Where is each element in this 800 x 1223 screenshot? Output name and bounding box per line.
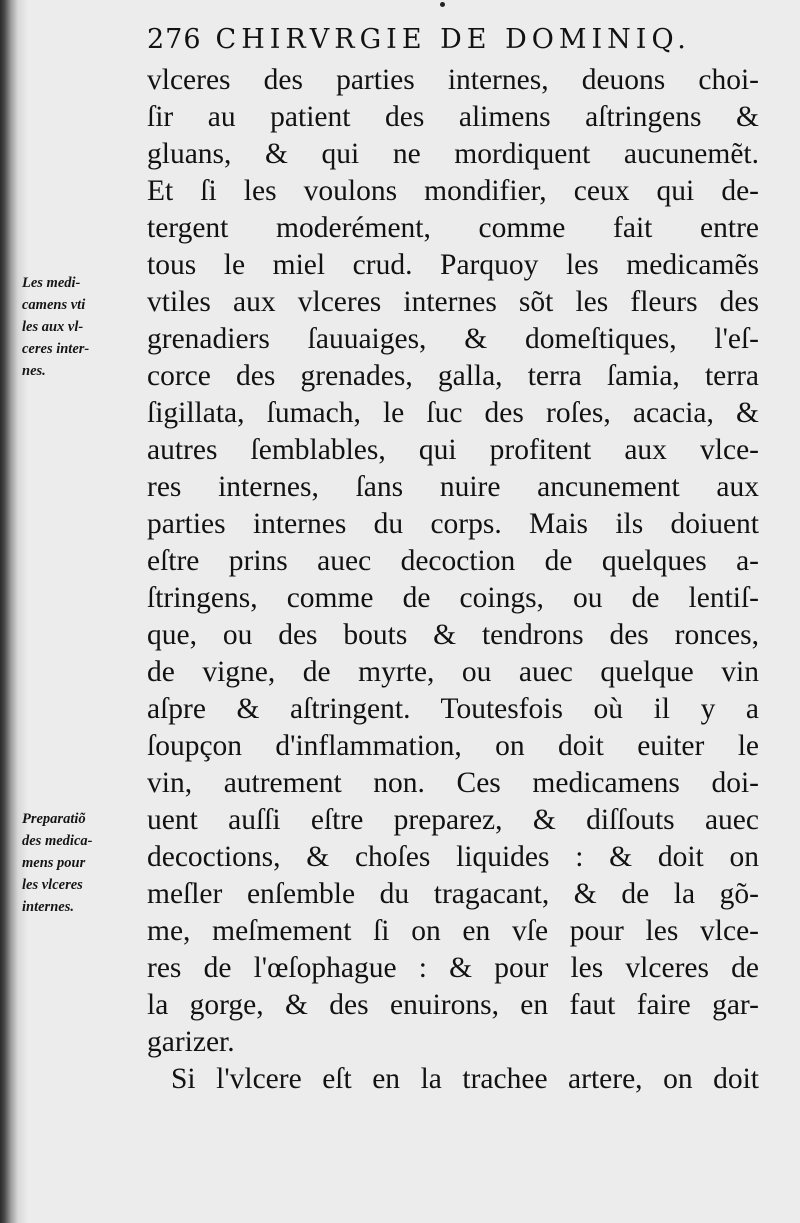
margin-note-line: les vlceres [22, 877, 83, 893]
text-line: autres ſemblables, qui profitent aux vlce- [147, 434, 759, 466]
margin-note-line: nes. [22, 363, 46, 379]
text-line: gluans, & qui ne mordiquent aucunemẽt. [147, 138, 759, 170]
text-line: corce des grenades, galla, terra ſamia, terra [147, 360, 759, 392]
text-line: vlceres des parties internes, deuons choi- [147, 64, 759, 96]
text-line: Si l'vlcere eſt en la trachee artere, on doit [171, 1063, 759, 1095]
text-line: decoctions, & choſes liquides : & doit on [147, 841, 759, 873]
text-line: res de l'œſophague : & pour les vlceres de [147, 952, 759, 984]
text-line: grenadiers ſauuaiges, & domeſtiques, l'eſ- [147, 323, 759, 355]
margin-note-line: camens vti [22, 297, 86, 313]
body-text [147, 62, 759, 1098]
margin-note-useful-medicines [22, 272, 142, 382]
text-line: garizer. [147, 1026, 235, 1058]
page-gutter-shadow [0, 0, 18, 1223]
text-line: de vigne, de myrte, ou auec quelque vin [147, 656, 759, 688]
margin-note-line: des medica- [22, 833, 93, 849]
text-line: que, ou des bouts & tendrons des ronces, [147, 619, 759, 651]
text-line: la gorge, & des enuirons, en faut faire gar- [147, 989, 759, 1021]
margin-note-preparation [22, 808, 142, 918]
text-line: me, meſmement ſi on en vſe pour les vlce- [147, 915, 759, 947]
running-header [147, 20, 767, 60]
text-line: vin, autrement non. Ces medicamens doi- [147, 767, 759, 799]
text-line: ſoupçon d'inflammation, on doit euiter le [147, 730, 759, 762]
text-line: uent auſſi eſtre preparez, & diſſouts auec [147, 804, 759, 836]
text-line: eſtre prins auec decoction de quelques a- [147, 545, 759, 577]
margin-note-line: internes. [22, 899, 74, 915]
ink-speck [440, 2, 445, 7]
page-gutter-fade [18, 0, 28, 1223]
text-line: tous le miel crud. Parquoy les medicamẽs [147, 249, 759, 281]
text-line: Et ſi les voulons mondifier, ceux qui de- [147, 175, 759, 207]
margin-note-line: mens pour [22, 855, 86, 871]
margin-note-line: ceres inter- [22, 341, 90, 357]
text-line: tergent moderément, comme fait entre [147, 212, 759, 244]
text-line: vtiles aux vlceres internes sõt les fleurs des [147, 286, 759, 318]
page-number: 276 [147, 24, 202, 55]
running-title: CHIRVRGIE DE DOMINIQ. [215, 24, 691, 55]
text-line: ſigillata, ſumach, le ſuc des roſes, acacia, & [147, 397, 759, 429]
text-line: ſtringens, comme de coings, ou de lentiſ- [147, 582, 759, 614]
margin-note-line: Les medi- [22, 275, 81, 291]
text-line: parties internes du corps. Mais ils doiuent [147, 508, 759, 540]
margin-note-line: les aux vl- [22, 319, 84, 335]
text-line: ſir au patient des alimens aſtringens & [147, 101, 759, 133]
margin-note-line: Preparatiõ [22, 811, 86, 827]
text-line: res internes, ſans nuire ancunement aux [147, 471, 759, 503]
text-line: aſpre & aſtringent. Toutesfois où il y a [147, 693, 759, 725]
text-line: meſler enſemble du tragacant, & de la gõ- [147, 878, 759, 910]
